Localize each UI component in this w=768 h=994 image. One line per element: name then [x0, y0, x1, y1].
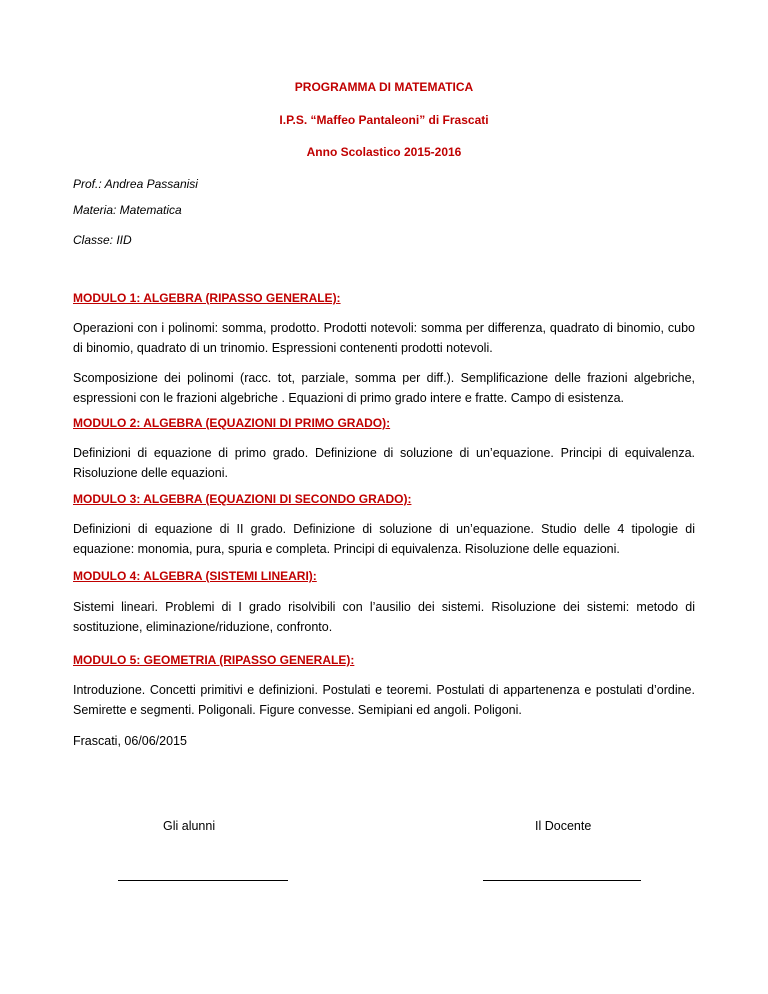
students-signature-label: Gli alunni	[163, 819, 216, 833]
module-1-title: MODULO 1: ALGEBRA (RIPASSO GENERALE):	[73, 291, 341, 305]
subject-name: Materia: Matematica	[73, 203, 182, 217]
module-1-paragraph-2: Scomposizione dei polinomi (racc. tot, parziale, somma per diff.). Semplificazione delle frazioni algebriche, espressioni con le frazioni algebriche . Equazioni di primo grado intere e fratte. Campo di esistenza.	[73, 371, 695, 405]
module-1-paragraph-1: Operazioni con i polinomi: somma, prodotto. Prodotti notevoli: somma per differenza, quadrato di binomio, cubo di binomio, quadrato di un trinomio. Espressioni contenenti prodotti notevoli.	[73, 321, 695, 355]
module-4-paragraph-1: Sistemi lineari. Problemi di I grado risolvibili con l’ausilio dei sistemi. Risoluzione dei sistemi: metodo di sostituzione, eliminazione/riduzione, confronto.	[73, 600, 695, 634]
school-year: Anno Scolastico 2015-2016	[306, 145, 462, 159]
module-4-title: MODULO 4: ALGEBRA (SISTEMI LINEARI):	[73, 569, 317, 583]
teacher-signature-line	[483, 880, 641, 881]
teacher-signature-label: Il Docente	[535, 819, 592, 833]
module-5-title: MODULO 5: GEOMETRIA (RIPASSO GENERALE):	[73, 653, 355, 667]
class-name: Classe: IID	[73, 233, 132, 247]
professor-name: Prof.: Andrea Passanisi	[73, 177, 198, 191]
place-and-date: Frascati, 06/06/2015	[73, 734, 187, 748]
students-signature-line	[118, 880, 288, 881]
module-5-paragraph-1: Introduzione. Concetti primitivi e definizioni. Postulati e teoremi. Postulati di appartenenza e postulati d’ordine. Semirette e segmenti. Poligonali. Figure convesse. Semipiani ed angoli. Poligoni.	[73, 683, 695, 717]
school-name: I.P.S. “Maffeo Pantaleoni” di Frascati	[279, 113, 489, 127]
module-2-title: MODULO 2: ALGEBRA (EQUAZIONI DI PRIMO GRADO):	[73, 416, 391, 430]
document-title: PROGRAMMA DI MATEMATICA	[294, 80, 474, 94]
module-2-paragraph-1: Definizioni di equazione di primo grado. Definizione di soluzione di un’equazione. Principi di equivalenza. Risoluzione delle equazioni.	[73, 446, 695, 480]
module-3-title: MODULO 3: ALGEBRA (EQUAZIONI DI SECONDO GRADO):	[73, 492, 412, 506]
module-3-paragraph-1: Definizioni di equazione di II grado. Definizione di soluzione di un’equazione. Studio delle 4 tipologie di equazione: monomia, pura, spuria e completa. Principi di equivalenza. Risoluzione delle equazioni.	[73, 522, 695, 556]
